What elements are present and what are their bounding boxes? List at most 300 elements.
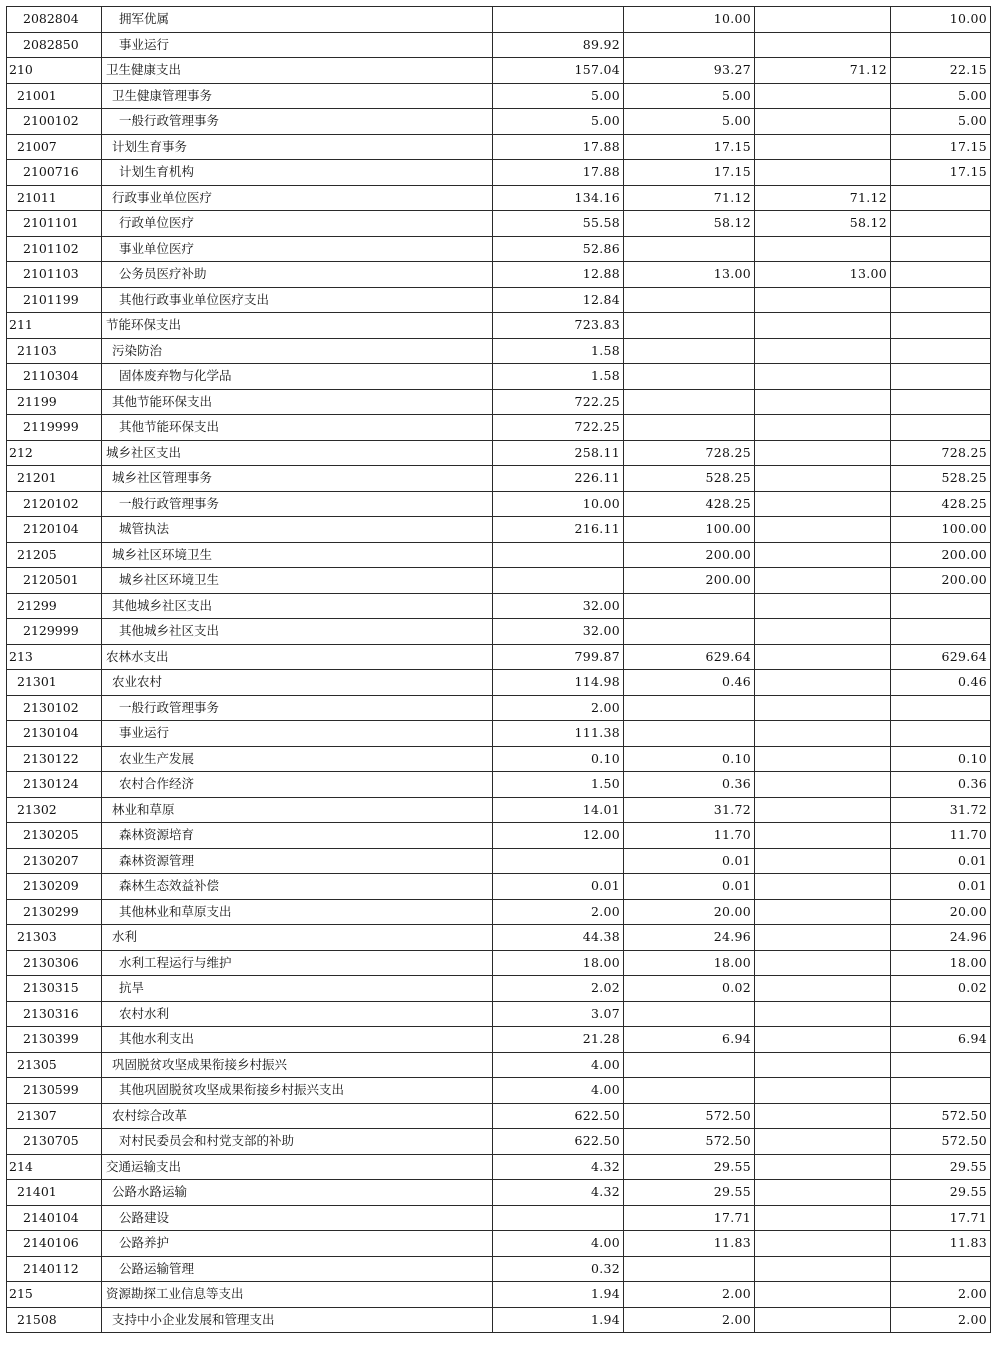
table-row [7,1231,991,1257]
amount-col3-cell [755,287,891,313]
subject-name-cell: 城乡社区环境卫生 [102,568,493,594]
subject-code-cell: 2130122 [7,746,102,772]
amount-col4-cell: 572.50 [891,1129,991,1155]
subject-code-cell: 2101199 [7,287,102,313]
amount-col1-cell: 157.04 [493,58,624,84]
table-row [7,619,991,645]
subject-name-cell: 其他水利支出 [102,1027,493,1053]
amount-col3-cell [755,1154,891,1180]
subject-code-cell: 21201 [7,466,102,492]
amount-col2-cell [624,695,755,721]
amount-col1-cell: 32.00 [493,593,624,619]
amount-col1-cell: 258.11 [493,440,624,466]
amount-col1-cell: 14.01 [493,797,624,823]
amount-col3-cell [755,517,891,543]
subject-code-cell: 2130205 [7,823,102,849]
table-row [7,134,991,160]
subject-name-cell: 一般行政管理事务 [102,491,493,517]
amount-col4-cell: 10.00 [891,7,991,33]
amount-col4-cell [891,389,991,415]
amount-col2-cell: 93.27 [624,58,755,84]
amount-col1-cell: 722.25 [493,389,624,415]
subject-code-cell: 2100102 [7,109,102,135]
table-row [7,1307,991,1333]
table-row [7,211,991,237]
amount-col2-cell: 0.01 [624,874,755,900]
amount-col2-cell: 11.70 [624,823,755,849]
amount-col1-cell: 1.58 [493,364,624,390]
amount-col4-cell: 29.55 [891,1180,991,1206]
amount-col2-cell [624,32,755,58]
subject-code-cell: 21303 [7,925,102,951]
amount-col1-cell: 12.84 [493,287,624,313]
table-row [7,593,991,619]
amount-col3-cell [755,746,891,772]
subject-name-cell: 对村民委员会和村党支部的补助 [102,1129,493,1155]
amount-col3-cell [755,1001,891,1027]
table-row [7,823,991,849]
amount-col1-cell: 1.58 [493,338,624,364]
amount-col3-cell [755,593,891,619]
amount-col3-cell [755,1129,891,1155]
budget-expenditure-table [6,6,991,1333]
table-row [7,542,991,568]
table-row [7,83,991,109]
amount-col3-cell [755,1103,891,1129]
amount-col4-cell: 0.36 [891,772,991,798]
subject-name-cell: 农业生产发展 [102,746,493,772]
amount-col2-cell [624,1052,755,1078]
amount-col2-cell: 13.00 [624,262,755,288]
amount-col1-cell: 114.98 [493,670,624,696]
amount-col2-cell: 428.25 [624,491,755,517]
amount-col4-cell: 629.64 [891,644,991,670]
subject-code-cell: 2130102 [7,695,102,721]
amount-col1-cell: 89.92 [493,32,624,58]
subject-name-cell: 事业单位医疗 [102,236,493,262]
subject-name-cell: 计划生育事务 [102,134,493,160]
amount-col1-cell: 216.11 [493,517,624,543]
amount-col4-cell: 200.00 [891,542,991,568]
table-row [7,1256,991,1282]
amount-col2-cell: 5.00 [624,109,755,135]
amount-col4-cell [891,619,991,645]
amount-col4-cell [891,1001,991,1027]
subject-name-cell: 支持中小企业发展和管理支出 [102,1307,493,1333]
amount-col4-cell [891,695,991,721]
subject-code-cell: 21001 [7,83,102,109]
subject-name-cell: 其他城乡社区支出 [102,593,493,619]
subject-name-cell: 林业和草原 [102,797,493,823]
amount-col2-cell: 58.12 [624,211,755,237]
amount-col4-cell: 20.00 [891,899,991,925]
amount-col2-cell: 728.25 [624,440,755,466]
subject-code-cell: 2082804 [7,7,102,33]
subject-code-cell: 21307 [7,1103,102,1129]
amount-col4-cell [891,287,991,313]
subject-code-cell: 214 [7,1154,102,1180]
amount-col2-cell: 17.15 [624,160,755,186]
amount-col1-cell: 2.00 [493,899,624,925]
amount-col3-cell [755,976,891,1002]
subject-code-cell: 2101102 [7,236,102,262]
table-row [7,721,991,747]
subject-name-cell: 农村综合改革 [102,1103,493,1129]
amount-col1-cell [493,1205,624,1231]
amount-col4-cell: 728.25 [891,440,991,466]
amount-col3-cell [755,83,891,109]
amount-col4-cell: 528.25 [891,466,991,492]
subject-code-cell: 2130306 [7,950,102,976]
amount-col3-cell [755,1180,891,1206]
amount-col2-cell: 5.00 [624,83,755,109]
table-row [7,1180,991,1206]
table-row [7,364,991,390]
subject-code-cell: 2120102 [7,491,102,517]
amount-col1-cell: 52.86 [493,236,624,262]
subject-code-cell: 210 [7,58,102,84]
subject-name-cell: 卫生健康支出 [102,58,493,84]
amount-col4-cell: 0.01 [891,874,991,900]
table-row [7,644,991,670]
amount-col3-cell [755,823,891,849]
amount-col2-cell: 18.00 [624,950,755,976]
amount-col1-cell: 111.38 [493,721,624,747]
amount-col4-cell [891,236,991,262]
amount-col3-cell: 71.12 [755,185,891,211]
amount-col2-cell [624,1078,755,1104]
subject-name-cell: 城乡社区环境卫生 [102,542,493,568]
amount-col3-cell [755,160,891,186]
amount-col4-cell [891,1052,991,1078]
amount-col4-cell: 200.00 [891,568,991,594]
amount-col1-cell: 4.00 [493,1231,624,1257]
subject-name-cell: 城乡社区支出 [102,440,493,466]
amount-col3-cell [755,1078,891,1104]
amount-col4-cell: 0.02 [891,976,991,1002]
amount-col2-cell: 629.64 [624,644,755,670]
amount-col3-cell: 58.12 [755,211,891,237]
amount-col4-cell [891,262,991,288]
table-row [7,695,991,721]
amount-col2-cell: 29.55 [624,1180,755,1206]
subject-name-cell: 其他行政事业单位医疗支出 [102,287,493,313]
subject-name-cell: 计划生育机构 [102,160,493,186]
amount-col4-cell: 2.00 [891,1307,991,1333]
amount-col3-cell [755,338,891,364]
amount-col4-cell [891,721,991,747]
amount-col4-cell: 31.72 [891,797,991,823]
amount-col4-cell [891,211,991,237]
amount-col1-cell: 2.02 [493,976,624,1002]
table-row [7,1129,991,1155]
subject-name-cell: 农林水支出 [102,644,493,670]
table-row [7,109,991,135]
amount-col4-cell: 100.00 [891,517,991,543]
amount-col1-cell: 12.00 [493,823,624,849]
table-row [7,1001,991,1027]
amount-col1-cell [493,7,624,33]
subject-name-cell: 公务员医疗补助 [102,262,493,288]
amount-col4-cell [891,415,991,441]
amount-col1-cell: 722.25 [493,415,624,441]
subject-name-cell: 其他巩固脱贫攻坚成果衔接乡村振兴支出 [102,1078,493,1104]
subject-code-cell: 2140104 [7,1205,102,1231]
subject-name-cell: 固体废弃物与化学品 [102,364,493,390]
subject-name-cell: 交通运输支出 [102,1154,493,1180]
table-row [7,568,991,594]
amount-col1-cell: 4.32 [493,1154,624,1180]
amount-col2-cell [624,415,755,441]
subject-code-cell: 21301 [7,670,102,696]
amount-col1-cell: 21.28 [493,1027,624,1053]
budget-table-container [6,6,991,1333]
table-row [7,236,991,262]
amount-col2-cell: 0.46 [624,670,755,696]
table-row [7,491,991,517]
amount-col2-cell [624,236,755,262]
amount-col1-cell: 12.88 [493,262,624,288]
subject-name-cell: 森林资源培育 [102,823,493,849]
table-row [7,950,991,976]
subject-code-cell: 2130315 [7,976,102,1002]
amount-col2-cell: 2.00 [624,1282,755,1308]
subject-name-cell: 污染防治 [102,338,493,364]
amount-col4-cell [891,32,991,58]
subject-code-cell: 2130399 [7,1027,102,1053]
amount-col1-cell: 17.88 [493,134,624,160]
subject-code-cell: 2140106 [7,1231,102,1257]
subject-name-cell: 事业运行 [102,32,493,58]
subject-code-cell: 213 [7,644,102,670]
amount-col3-cell [755,109,891,135]
subject-name-cell: 农村水利 [102,1001,493,1027]
amount-col1-cell: 0.32 [493,1256,624,1282]
subject-code-cell: 21401 [7,1180,102,1206]
amount-col2-cell: 6.94 [624,1027,755,1053]
amount-col1-cell: 44.38 [493,925,624,951]
amount-col3-cell: 13.00 [755,262,891,288]
subject-code-cell: 21007 [7,134,102,160]
amount-col3-cell [755,670,891,696]
amount-col3-cell [755,925,891,951]
amount-col3-cell: 71.12 [755,58,891,84]
amount-col3-cell [755,32,891,58]
amount-col4-cell: 22.15 [891,58,991,84]
subject-code-cell: 2110304 [7,364,102,390]
amount-col3-cell [755,1256,891,1282]
amount-col2-cell: 0.02 [624,976,755,1002]
subject-name-cell: 行政单位医疗 [102,211,493,237]
amount-col2-cell [624,364,755,390]
subject-code-cell: 21302 [7,797,102,823]
table-row [7,32,991,58]
table-row [7,746,991,772]
amount-col3-cell [755,1282,891,1308]
amount-col3-cell [755,899,891,925]
amount-col4-cell: 2.00 [891,1282,991,1308]
amount-col4-cell: 17.15 [891,134,991,160]
amount-col3-cell [755,772,891,798]
subject-name-cell: 其他节能环保支出 [102,389,493,415]
subject-code-cell: 2101103 [7,262,102,288]
amount-col4-cell [891,185,991,211]
amount-col2-cell: 10.00 [624,7,755,33]
amount-col4-cell: 0.46 [891,670,991,696]
table-row [7,772,991,798]
table-row [7,1103,991,1129]
table-row [7,1027,991,1053]
amount-col2-cell: 572.50 [624,1129,755,1155]
amount-col3-cell [755,491,891,517]
amount-col1-cell: 10.00 [493,491,624,517]
amount-col4-cell: 11.83 [891,1231,991,1257]
table-row [7,338,991,364]
amount-col4-cell [891,364,991,390]
table-row [7,389,991,415]
subject-name-cell: 农业农村 [102,670,493,696]
amount-col3-cell [755,619,891,645]
amount-col1-cell: 17.88 [493,160,624,186]
table-row [7,7,991,33]
amount-col4-cell: 17.15 [891,160,991,186]
subject-name-cell: 森林资源管理 [102,848,493,874]
table-row [7,670,991,696]
table-row [7,1154,991,1180]
amount-col3-cell [755,874,891,900]
amount-col3-cell [755,466,891,492]
subject-name-cell: 水利工程运行与维护 [102,950,493,976]
amount-col2-cell [624,389,755,415]
amount-col1-cell: 4.00 [493,1052,624,1078]
subject-name-cell: 公路水路运输 [102,1180,493,1206]
amount-col4-cell [891,313,991,339]
amount-col3-cell [755,542,891,568]
amount-col3-cell [755,644,891,670]
amount-col2-cell: 29.55 [624,1154,755,1180]
amount-col2-cell: 0.10 [624,746,755,772]
subject-code-cell: 2130705 [7,1129,102,1155]
table-row [7,1052,991,1078]
table-row [7,874,991,900]
amount-col3-cell [755,7,891,33]
amount-col2-cell [624,1256,755,1282]
amount-col2-cell [624,721,755,747]
subject-name-cell: 水利 [102,925,493,951]
amount-col2-cell: 11.83 [624,1231,755,1257]
subject-code-cell: 21011 [7,185,102,211]
amount-col3-cell [755,950,891,976]
amount-col1-cell: 622.50 [493,1129,624,1155]
amount-col1-cell: 5.00 [493,83,624,109]
subject-code-cell: 2101101 [7,211,102,237]
subject-code-cell: 2130299 [7,899,102,925]
amount-col1-cell: 1.94 [493,1307,624,1333]
amount-col4-cell [891,1078,991,1104]
subject-name-cell: 资源勘探工业信息等支出 [102,1282,493,1308]
amount-col1-cell: 5.00 [493,109,624,135]
amount-col4-cell: 29.55 [891,1154,991,1180]
amount-col2-cell [624,313,755,339]
table-row [7,1078,991,1104]
subject-name-cell: 抗旱 [102,976,493,1002]
amount-col3-cell [755,1027,891,1053]
subject-name-cell: 城乡社区管理事务 [102,466,493,492]
amount-col4-cell: 5.00 [891,83,991,109]
amount-col3-cell [755,1231,891,1257]
subject-code-cell: 2130104 [7,721,102,747]
amount-col2-cell: 200.00 [624,568,755,594]
subject-code-cell: 21103 [7,338,102,364]
subject-name-cell: 森林生态效益补偿 [102,874,493,900]
amount-col3-cell [755,797,891,823]
amount-col3-cell [755,313,891,339]
amount-col2-cell: 17.15 [624,134,755,160]
subject-name-cell: 农村合作经济 [102,772,493,798]
amount-col1-cell: 134.16 [493,185,624,211]
subject-code-cell: 2082850 [7,32,102,58]
subject-code-cell: 2100716 [7,160,102,186]
amount-col2-cell: 528.25 [624,466,755,492]
amount-col1-cell: 622.50 [493,1103,624,1129]
subject-name-cell: 公路建设 [102,1205,493,1231]
table-row [7,185,991,211]
amount-col1-cell: 18.00 [493,950,624,976]
table-row [7,440,991,466]
amount-col3-cell [755,134,891,160]
amount-col4-cell [891,338,991,364]
amount-col4-cell: 11.70 [891,823,991,849]
amount-col2-cell [624,287,755,313]
table-row [7,415,991,441]
subject-code-cell: 2130207 [7,848,102,874]
subject-code-cell: 211 [7,313,102,339]
amount-col1-cell: 1.94 [493,1282,624,1308]
subject-code-cell: 2130316 [7,1001,102,1027]
table-row [7,976,991,1002]
table-row [7,925,991,951]
amount-col1-cell: 4.00 [493,1078,624,1104]
subject-code-cell: 2140112 [7,1256,102,1282]
table-row [7,797,991,823]
subject-code-cell: 2120104 [7,517,102,543]
table-row [7,58,991,84]
amount-col3-cell [755,236,891,262]
subject-name-cell: 其他节能环保支出 [102,415,493,441]
amount-col1-cell: 0.01 [493,874,624,900]
amount-col4-cell: 0.10 [891,746,991,772]
subject-name-cell: 事业运行 [102,721,493,747]
amount-col2-cell: 200.00 [624,542,755,568]
subject-code-cell: 21199 [7,389,102,415]
amount-col2-cell: 0.01 [624,848,755,874]
amount-col3-cell [755,1052,891,1078]
amount-col3-cell [755,389,891,415]
amount-col2-cell [624,1001,755,1027]
amount-col2-cell: 20.00 [624,899,755,925]
amount-col1-cell: 0.10 [493,746,624,772]
amount-col4-cell: 18.00 [891,950,991,976]
amount-col4-cell: 17.71 [891,1205,991,1231]
subject-name-cell: 巩固脱贫攻坚成果衔接乡村振兴 [102,1052,493,1078]
subject-name-cell: 公路养护 [102,1231,493,1257]
amount-col1-cell: 226.11 [493,466,624,492]
subject-code-cell: 2130599 [7,1078,102,1104]
amount-col1-cell [493,848,624,874]
subject-code-cell: 2129999 [7,619,102,645]
table-row [7,1282,991,1308]
amount-col1-cell [493,542,624,568]
